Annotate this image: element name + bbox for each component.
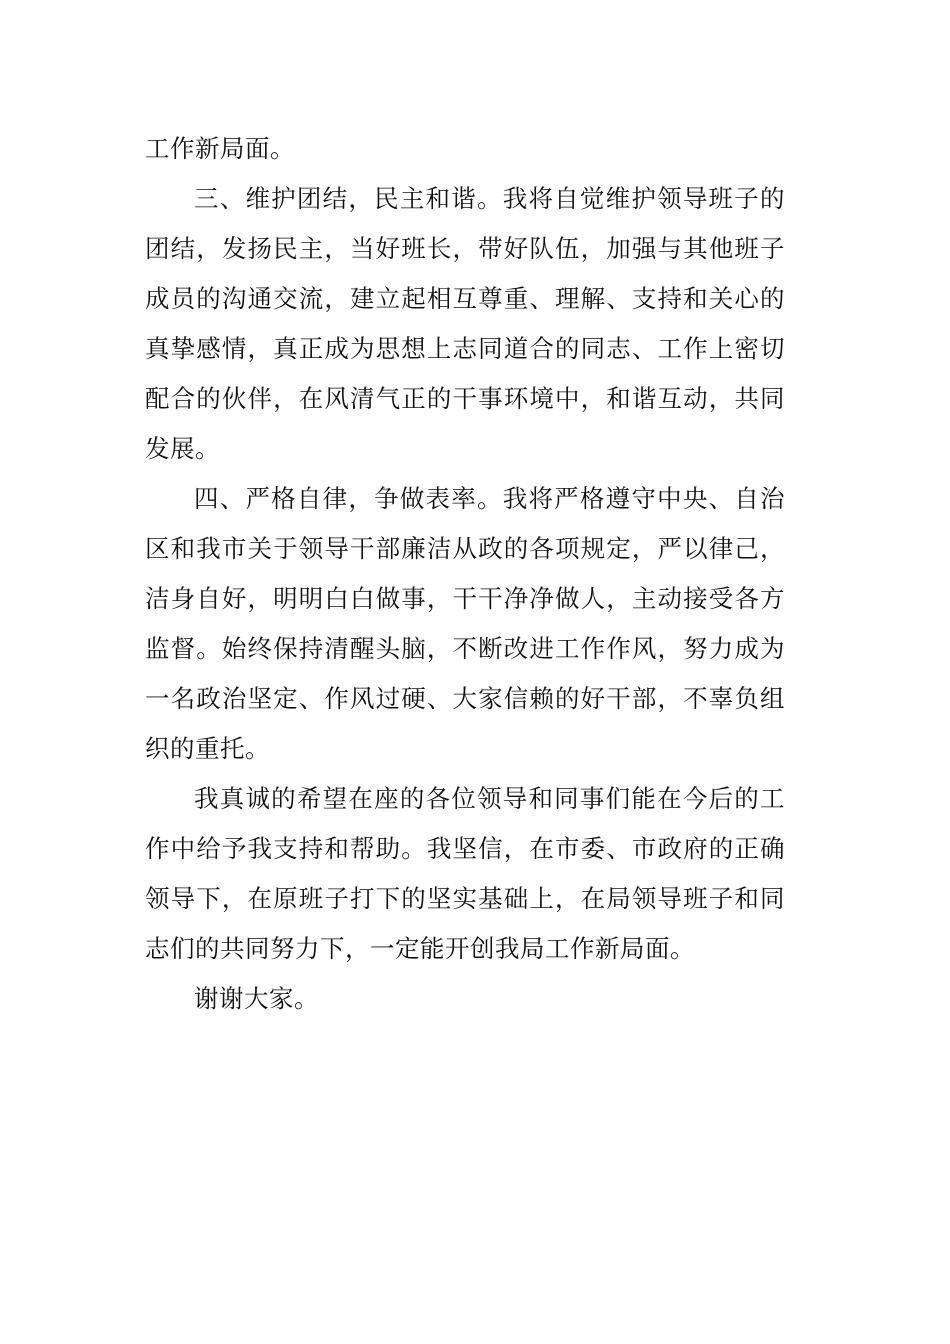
paragraph-self-discipline: 四、严格自律，争做表率。我将严格遵守中央、自治区和我市关于领导干部廉洁从政的各项规定，严以律己，洁身自好，明明白白做事，干干净净做人，主动接受各方监督。始终保持清醒头脑，不断改进工作作风，努力成为一名政治坚定、作风过硬、大家信赖的好干部，不辜负组织的重托。	[145, 484, 785, 763]
document-body	[145, 124, 785, 1024]
paragraph-continuation: 工作新局面。	[145, 134, 295, 163]
paragraph-closing-hope: 我真诚的希望在座的各位领导和同事们能在今后的工作中给予我支持和帮助。我坚信，在市委、市政府的正确领导下，在原班子打下的坚实基础上，在局领导班子和同志们的共同努力下，一定能开创我局工作新局面。	[145, 784, 785, 963]
paragraph-thanks: 谢谢大家。	[194, 984, 319, 1013]
paragraph-unity-democracy: 三、维护团结，民主和谐。我将自觉维护领导班子的团结，发扬民主，当好班长，带好队伍，加强与其他班子成员的沟通交流，建立起相互尊重、理解、支持和关心的真挚感情，真正成为思想上志同道合的同志、工作上密切配合的伙伴，在风清气正的干事环境中，和谐互动，共同发展。	[145, 184, 785, 463]
